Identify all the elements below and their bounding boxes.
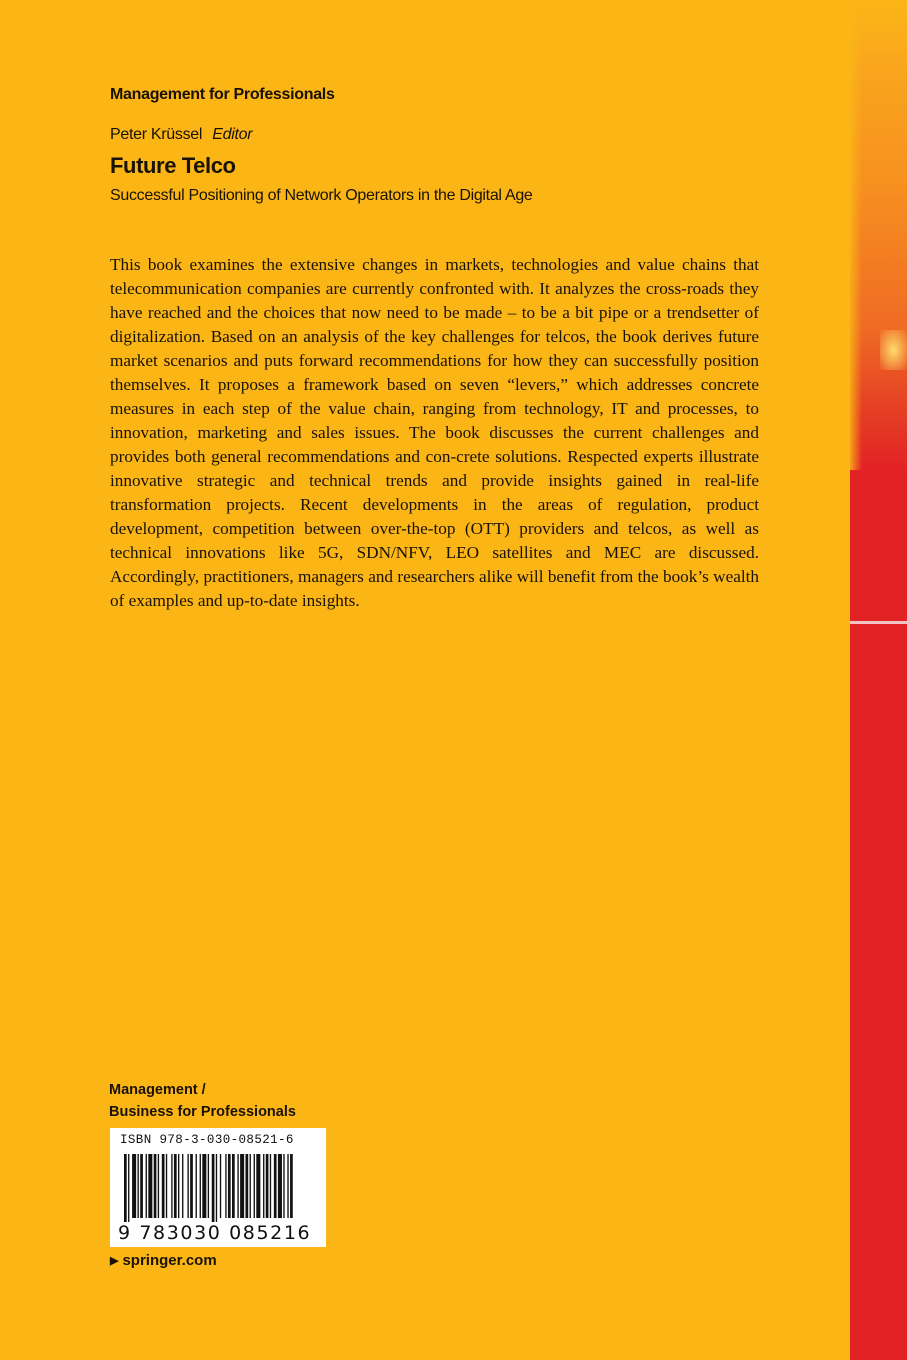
barcode-bar xyxy=(254,1154,255,1218)
category-line-1: Management / xyxy=(109,1082,206,1098)
spine-color-band xyxy=(850,0,907,1360)
subject-category xyxy=(109,1079,296,1123)
barcode-bar xyxy=(166,1154,167,1218)
barcode-bar xyxy=(158,1154,159,1218)
barcode-bar xyxy=(250,1154,251,1218)
barcode-bar xyxy=(212,1154,215,1222)
barcode-bar xyxy=(138,1154,139,1218)
barcode-bar xyxy=(174,1154,177,1218)
barcode-bar xyxy=(128,1154,129,1222)
barcode-bar xyxy=(263,1154,264,1218)
barcode-bar xyxy=(171,1154,172,1218)
barcode-bars xyxy=(110,1150,326,1222)
barcode-bar xyxy=(274,1154,277,1218)
barcode-bar xyxy=(220,1154,221,1218)
barcode-bar xyxy=(187,1154,188,1218)
barcode-bar xyxy=(202,1154,206,1218)
barcode-bar xyxy=(246,1154,249,1218)
barcode-bar xyxy=(208,1154,209,1218)
barcode-bar xyxy=(266,1154,269,1218)
barcode-bar xyxy=(232,1154,235,1218)
isbn-barcode xyxy=(110,1128,326,1247)
book-subtitle: Successful Positioning of Network Operators in the Digital Age xyxy=(110,187,533,204)
barcode-bar xyxy=(154,1154,157,1218)
publisher-website xyxy=(110,1252,217,1269)
isbn-label: ISBN 978-3-030-08521-6 xyxy=(120,1133,294,1147)
barcode-digits: 9 783030 085216 xyxy=(118,1222,312,1244)
barcode-bar xyxy=(190,1154,193,1218)
barcode-bar xyxy=(162,1154,165,1218)
barcode-bar xyxy=(132,1154,136,1218)
spine-glow xyxy=(880,330,907,370)
barcode-bar xyxy=(240,1154,244,1218)
barcode-bar xyxy=(290,1154,293,1218)
barcode-bar xyxy=(287,1154,288,1218)
barcode-bar xyxy=(200,1154,201,1218)
barcode-bar xyxy=(270,1154,271,1218)
book-blurb: This book examines the extensive changes in markets, technologies and value chains that telecommunication companies are currently confronted with. It analyzes the cross-roads they have reached and the choices that now need to be made – to be a bit pipe or a trendsetter of digitalization. Based on an analysis of the key challenges for telcos, the book derives future market scenarios and puts forward recommendations for how they can successfully position themselves. It proposes a framework based on seven “levers,” which addresses concrete measures in each step of the value chain, ranging from technology, IT and processes, to innovation, marketing and sales issues. The book discusses the current challenges and provides both general recommendations and con-crete solutions. Respected experts illustrate innovative strategic and technical trends and provide insights gained in real-life transformation projects. Recent developments in the areas of regulation, product development, competition between over-the-top (OTT) providers and telcos, as well as technical innovations like 5G, SDN/NFV, LEO satellites and MEC are discussed. Accordingly, practitioners, managers and researchers alike will benefit from the book’s wealth of examples and up-to-date insights. xyxy=(110,255,759,610)
barcode-bar xyxy=(216,1154,217,1222)
book-title: Future Telco xyxy=(110,153,236,178)
barcode-bar xyxy=(148,1154,152,1218)
arrow-right-icon: ▶ xyxy=(110,1255,119,1267)
barcode-bar xyxy=(146,1154,147,1218)
website-text: springer.com xyxy=(122,1252,217,1269)
barcode-bar xyxy=(256,1154,260,1218)
barcode-bar xyxy=(283,1154,284,1218)
spine-divider-line xyxy=(850,621,907,624)
series-name: Management for Professionals xyxy=(110,86,335,103)
barcode-bar xyxy=(196,1154,197,1218)
editor-line xyxy=(110,126,252,144)
editor-role: Editor xyxy=(212,126,253,143)
barcode-bar xyxy=(124,1154,127,1222)
barcode-bar xyxy=(225,1154,226,1218)
barcode-bar xyxy=(237,1154,238,1218)
barcode-bar xyxy=(278,1154,282,1218)
editor-name: Peter Krüssel xyxy=(110,126,203,143)
barcode-bar xyxy=(228,1154,231,1218)
category-line-2: Business for Professionals xyxy=(109,1104,296,1120)
barcode-bar xyxy=(140,1154,143,1218)
barcode-bar xyxy=(182,1154,183,1218)
barcode-bar xyxy=(178,1154,179,1218)
